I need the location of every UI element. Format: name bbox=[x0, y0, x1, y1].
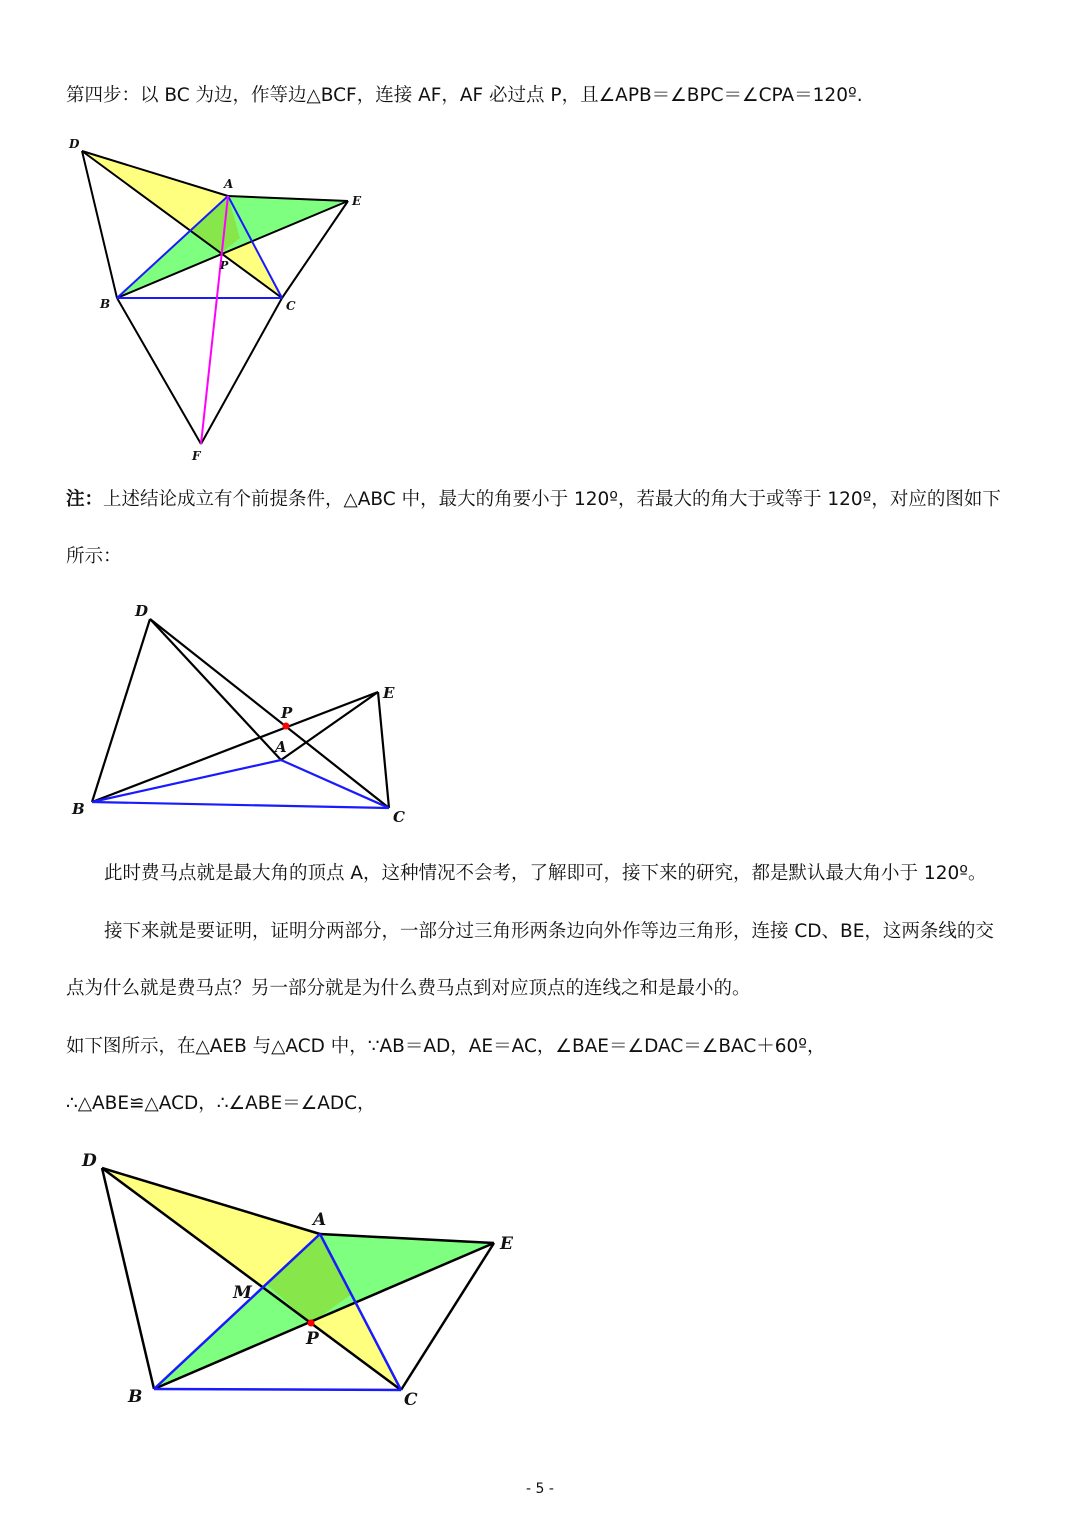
fig1-label-B: B bbox=[100, 297, 111, 311]
figure-2 bbox=[60, 595, 420, 835]
fig2-label-D: D bbox=[135, 602, 149, 620]
fig2-segment-EC bbox=[378, 692, 389, 808]
paragraph-proof-line-2: 点为什么就是费马点？另一部分就是为什么费马点到对应顶点的连线之和是最小的。 bbox=[66, 978, 751, 999]
fig3-label-E: E bbox=[500, 1234, 513, 1254]
fig2-label-A: A bbox=[275, 738, 287, 756]
fig1-label-E: E bbox=[352, 194, 362, 208]
fig2-segment-DB bbox=[92, 619, 150, 802]
fig2-label-C: C bbox=[393, 808, 405, 826]
fig1-segment-CF bbox=[201, 298, 282, 444]
note-line-1: 注：上述结论成立有个前提条件，△ABC 中，最大的角要小于 120º，若最大的角大于或等于 120º，对应的图如下 bbox=[66, 489, 1001, 510]
fig2-label-B: B bbox=[72, 800, 85, 818]
fig1-segment-BF bbox=[117, 298, 201, 444]
paragraph-proof-line-1: 接下来就是要证明，证明分两部分，一部分过三角形两条边向外作等边三角形，连接 CD、BE，这两条线的交 bbox=[104, 921, 994, 942]
fig3-point-P bbox=[308, 1320, 315, 1327]
fig3-label-D: D bbox=[82, 1151, 97, 1171]
fig2-segment-AE bbox=[281, 692, 378, 760]
fig1-label-D: D bbox=[69, 137, 80, 151]
fig1-label-P: P bbox=[220, 259, 229, 272]
step4-text: 第四步：以 BC 为边，作等边△BCF，连接 AF，AF 必过点 P，且∠APB＝∠BPC＝∠CPA＝120º. bbox=[66, 85, 863, 106]
paragraph-congruence-result: ∴△ABE≌△ACD，∴∠ABE＝∠ADC， bbox=[66, 1093, 376, 1114]
page-number: - 5 - bbox=[526, 1481, 554, 1497]
fig2-label-P: P bbox=[281, 704, 293, 722]
figure-3 bbox=[70, 1140, 530, 1420]
fig3-label-P: P bbox=[306, 1329, 319, 1349]
fig2-segment-DA bbox=[150, 619, 281, 760]
fig1-label-F: F bbox=[192, 449, 201, 463]
fig1-label-C: C bbox=[286, 299, 296, 313]
fig3-segment-BC bbox=[154, 1389, 401, 1390]
fig2-point-P bbox=[283, 723, 290, 730]
fig3-label-B: B bbox=[128, 1387, 143, 1407]
fig3-label-A: A bbox=[313, 1210, 327, 1230]
fig2-segment-DC bbox=[150, 619, 389, 808]
fig2-segment-BE bbox=[92, 692, 378, 802]
fig3-label-M: M bbox=[233, 1283, 252, 1303]
note-label: 注： bbox=[66, 489, 104, 510]
paragraph-congruence-condition: 如下图所示，在△AEB 与△ACD 中，∵AB＝AD，AE＝AC，∠BAE＝∠DAC＝∠BAC＋60º， bbox=[66, 1036, 826, 1057]
note-line-2: 所示： bbox=[66, 546, 122, 567]
fig2-label-E: E bbox=[383, 684, 395, 702]
fig2-segment-AC bbox=[281, 760, 389, 808]
fig2-segment-BC bbox=[92, 802, 389, 808]
fig1-label-A: A bbox=[224, 177, 234, 191]
fig3-label-C: C bbox=[404, 1390, 418, 1410]
figure-1 bbox=[60, 130, 380, 470]
paragraph-fermat-vertex: 此时费马点就是最大角的顶点 A，这种情况不会考，了解即可，接下来的研究，都是默认最大角小于 120º。 bbox=[104, 863, 987, 884]
